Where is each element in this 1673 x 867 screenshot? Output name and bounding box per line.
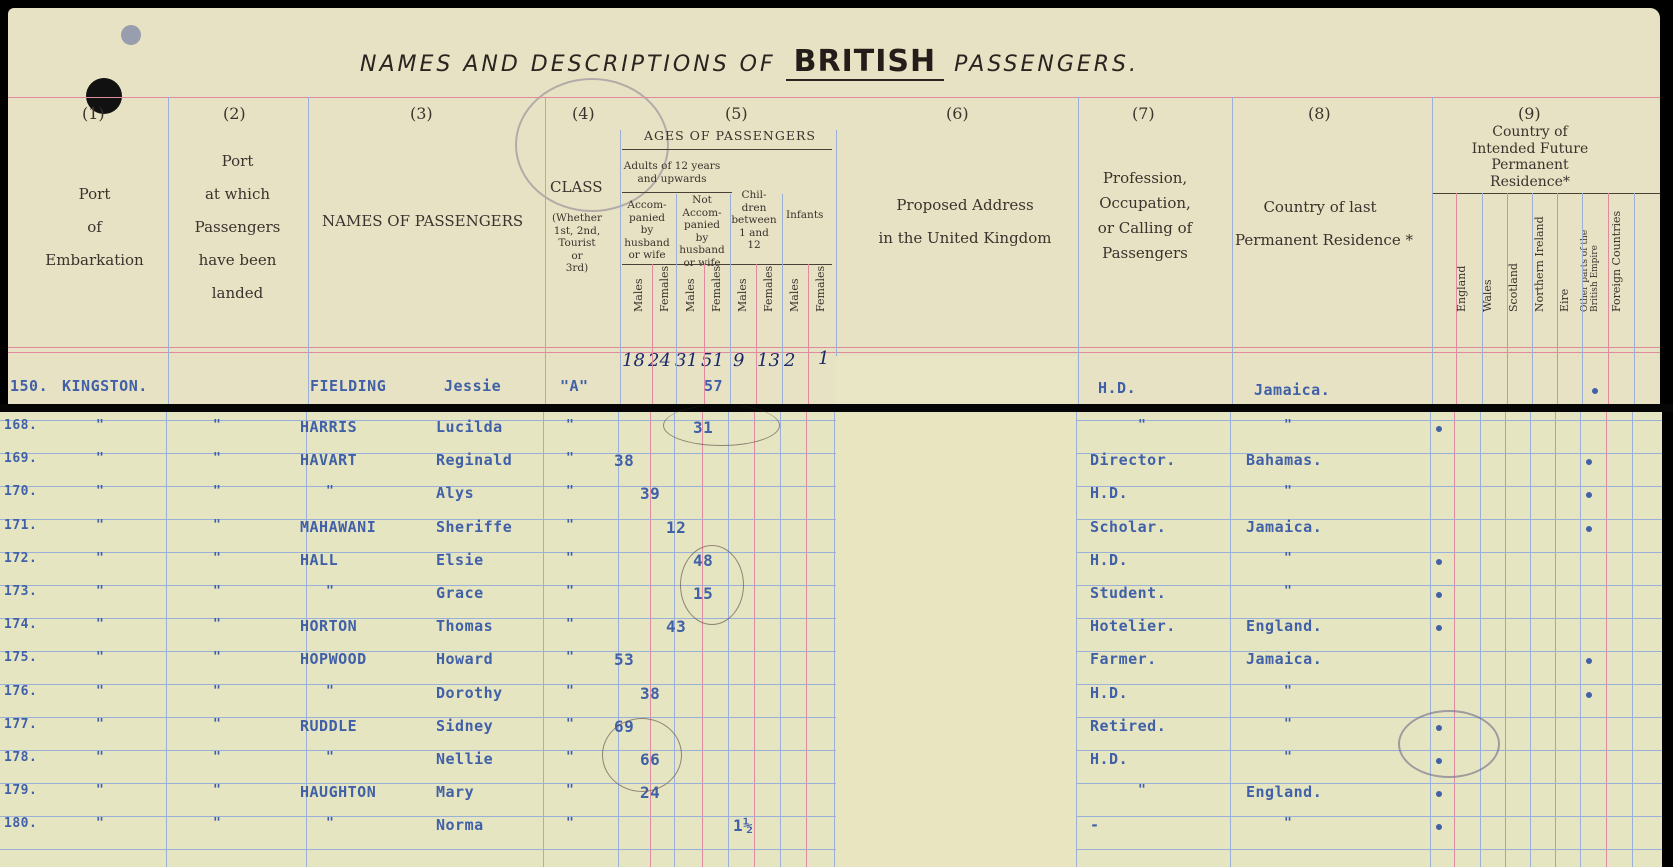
entry-number: 171. [4,517,38,533]
col4-label: CLASS [550,178,603,196]
passenger-given-name: Reginald [436,451,513,470]
column-rule [1634,193,1635,404]
ditto-port: " [96,418,104,433]
ditto-landed: " [213,783,221,799]
ditto-last-residence: " [1284,584,1292,599]
passenger-given-name: Elsie [436,550,484,569]
col5-rule [622,149,832,150]
col2-label: Port at which Passengers have been landed [194,152,281,302]
accompanied-label: Accom- panied by husband or wife [624,199,670,262]
passenger-age: 15 [693,584,714,603]
row-rule [0,849,1662,850]
ditto-class: " [566,451,574,467]
passenger-last-residence: Jamaica. [1246,650,1323,669]
entry-number: 169. [4,451,38,467]
column-rule [806,412,807,867]
column-rule [754,412,755,867]
passenger-given-name: Mary [436,783,475,802]
col1-label: Port of Embarkation [45,185,144,269]
ditto-landed: " [213,617,221,633]
column-rule [543,412,544,867]
ditto-landed: " [213,683,221,699]
future-residence-mark [1436,426,1442,432]
passenger-occupation: H.D. [1090,550,1129,569]
passenger-occupation: H.D. [1090,484,1129,503]
ditto-class: " [566,484,574,500]
future-foreign-label: Foreign Countries [1610,210,1623,312]
col6-label: Proposed Address in the United Kingdom [878,196,1052,247]
sex-label-females: Females [762,265,775,312]
ditto-landed: " [213,418,221,433]
column-rule [1608,193,1609,404]
passenger-age: 48 [693,550,714,570]
entry-number: 180. [4,816,38,832]
ditto-port: " [96,783,104,799]
column-rule [780,412,781,867]
passenger-age: 12 [666,517,687,537]
ditto-port: " [96,750,104,765]
future-scotland-label: Scotland [1507,263,1520,312]
tally-children-males: 9 [733,350,745,371]
future-residence-mark [1592,388,1598,394]
column-rule [1507,193,1508,404]
sex-label-females: Females [710,265,723,312]
column-rule [1606,412,1607,867]
ditto-port: " [96,451,104,467]
tally-infant-females: 1 [818,348,830,369]
ditto-last-residence: " [1284,484,1292,500]
infants-label: Infants [786,209,824,221]
entry-number: 173. [4,584,38,599]
column-rule [652,264,653,404]
ditto-landed: " [213,550,221,566]
sex-rule [622,264,832,265]
passenger-age: 43 [666,617,687,637]
pen-circle [602,718,682,792]
passenger-occupation: H.D. [1098,379,1137,397]
passenger-age: 57 [704,377,724,395]
pen-circle [680,545,744,625]
pin-mark [121,25,141,45]
passenger-given-name: Thomas [436,617,494,636]
ditto-port: " [96,716,104,732]
future-residence-mark [1586,526,1592,532]
column-rule [1076,412,1077,867]
column-rule [1505,412,1506,867]
column-rule [1432,97,1433,404]
ditto-landed: " [213,816,221,832]
column-rule [1456,193,1457,404]
column-rule [808,264,809,404]
passenger-age: 24 [640,783,661,803]
entry-number: 172. [4,550,38,566]
header-red-rule [8,97,1660,98]
column-rule [1530,412,1531,867]
ditto-class: " [566,650,574,666]
row-rule [0,585,1662,586]
sheet-gap [0,404,1673,412]
ditto-surname: " [326,584,334,599]
passenger-given-name: Nellie [436,750,494,768]
col4-number: (4) [572,104,595,123]
column-rule [166,412,167,867]
ditto-occupation: " [1138,783,1146,799]
port-of-embarkation: KINGSTON. [62,377,148,395]
col5-label: AGES OF PASSENGERS [644,128,816,143]
tally-children-females: 13 [757,350,780,371]
ditto-occupation: " [1138,418,1146,433]
passenger-last-residence: Bahamas. [1246,451,1323,470]
sex-label-males: Males [788,278,801,312]
passenger-surname: HAVART [300,451,358,470]
passenger-occupation: H.D. [1090,683,1129,702]
col3-number: (3) [410,104,433,123]
column-rule [702,412,703,867]
ditto-landed: " [213,484,221,500]
row-rule [0,453,1662,454]
ditto-landed: " [213,716,221,732]
column-rule [730,194,731,404]
passenger-given-name: Dorothy [436,683,503,702]
adults-label: Adults of 12 years and upwards [623,160,721,185]
column-rule [308,97,309,404]
passenger-surname: HORTON [300,617,358,636]
row-rule [0,783,1662,784]
passenger-occupation: Farmer. [1090,650,1157,669]
ditto-class: " [566,716,574,732]
passenger-surname: HAUGHTON [300,783,377,802]
ditto-port: " [96,617,104,633]
future-residence-mark [1436,592,1442,598]
row-rule [0,651,1662,652]
future-eire-label: Eire [1558,288,1571,312]
col6-number: (6) [946,104,969,123]
column-rule [1430,412,1431,867]
sex-label-males: Males [736,278,749,312]
column-rule [674,412,675,867]
column-rule [620,130,621,404]
col8-number: (8) [1308,104,1331,123]
column-rule [756,264,757,404]
column-rule [1555,412,1556,867]
passenger-last-residence: England. [1246,617,1323,636]
passenger-surname: HALL [300,550,339,569]
passenger-occupation: H.D. [1090,750,1129,768]
row-rule [0,552,1662,553]
ditto-landed: " [213,517,221,533]
ditto-port: " [96,484,104,500]
redacted-address [836,356,1076,404]
ditto-class: " [566,683,574,699]
passenger-occupation: Student. [1090,584,1167,602]
passenger-age: 66 [640,750,661,769]
passenger-last-residence: Jamaica. [1246,517,1323,536]
ditto-landed: " [213,584,221,599]
passenger-occupation: Retired. [1090,716,1167,735]
col4-sub: (Whether 1st, 2nd, Tourist or 3rd) [551,212,603,275]
passenger-surname: HARRIS [300,418,358,436]
tally-infant-males: 2 [784,350,796,371]
ditto-landed: " [213,451,221,467]
passenger-age: 39 [640,484,661,504]
passenger-age: 53 [614,650,635,670]
row-rule [0,486,1662,487]
entry-number: 175. [4,650,38,666]
passenger-given-name: Alys [436,484,475,503]
passenger-age: 69 [614,716,635,736]
passenger-class: "A" [560,377,589,395]
ditto-port: " [96,550,104,566]
passenger-given-name: Sidney [436,716,494,735]
entry-number: 170. [4,484,38,500]
ditto-landed: " [213,650,221,666]
entry-number: 174. [4,617,38,633]
passenger-occupation: Hotelier. [1090,617,1176,636]
form-title: NAMES AND DESCRIPTIONS OF BRITISH PASSENGERS. [360,44,1140,79]
adults-rule [622,192,732,193]
ditto-port: " [96,683,104,699]
not-accompanied-label: Not Accom- panied by husband or wife [679,194,725,269]
sex-label-females: Females [814,265,827,312]
row-rule [0,519,1662,520]
column-rule [1232,97,1233,404]
column-rule [545,97,546,404]
passenger-last-residence: England. [1246,783,1323,802]
col9-rule [1432,193,1660,194]
ditto-class: " [566,584,574,599]
tally-accompanied-males: 18 [622,350,645,371]
ditto-port: " [96,517,104,533]
entry-number: 179. [4,783,38,799]
ditto-class: " [566,750,574,765]
entry-number: 176. [4,683,38,699]
column-rule [834,412,835,867]
ditto-class: " [566,816,574,832]
passenger-given-name: Howard [436,650,494,669]
passenger-surname: FIELDING [310,377,387,395]
ditto-class: " [566,617,574,633]
column-rule [1078,97,1079,404]
passenger-age: 1½ [733,816,754,836]
column-rule [1632,412,1633,867]
col5-number: (5) [725,104,748,123]
row-rule [0,684,1662,685]
ditto-surname: " [326,750,334,765]
tally-not-accompanied-females: 51 [701,350,724,371]
col9-label: Country of Intended Future Permanent Residence* [1471,124,1589,190]
tally-not-accompanied-males: 31 [675,350,698,371]
record-office-stamp [1398,710,1500,778]
col8-label: Country of last Permanent Residence * [1235,198,1413,249]
column-rule [168,97,169,404]
passenger-surname: RUDDLE [300,716,358,735]
column-rule [728,412,729,867]
column-rule [676,194,677,404]
ditto-port: " [96,650,104,666]
future-england-label: England [1455,265,1468,312]
row-rule [0,618,1662,619]
ditto-class: " [566,418,574,433]
passenger-age: 38 [640,683,661,703]
row-rule [0,717,1662,718]
passenger-occupation: Director. [1090,451,1176,470]
column-rule [618,412,619,867]
passenger-given-name: Grace [436,584,484,602]
ditto-class: " [566,550,574,566]
passenger-occupation: Scholar. [1090,517,1167,536]
ditto-port: " [96,816,104,832]
passenger-last-residence: Jamaica. [1254,381,1331,399]
col1-number: (1) [82,104,105,123]
ditto-last-residence: " [1284,750,1292,765]
children-label: Chil- dren between 1 and 12 [731,189,777,252]
passenger-surname: MAHAWANI [300,517,377,536]
ditto-class: " [566,517,574,533]
column-rule [1580,412,1581,867]
manifest-body-sheet [0,412,1662,867]
ditto-landed: " [213,750,221,765]
sex-label-males: Males [684,278,697,312]
entry-number: 150. [10,377,49,395]
header-red-rule [8,347,1660,348]
entry-number: 168. [4,418,38,433]
column-rule [782,194,783,404]
header-red-rule [8,352,1660,353]
future-wales-label: Wales [1481,279,1494,312]
column-rule [1532,193,1533,404]
sex-label-females: Females [658,265,671,312]
sex-label-males: Males [632,278,645,312]
ditto-port: " [96,584,104,599]
passenger-occupation: - [1090,816,1100,835]
future-northern-ireland-label: Northern Ireland [1533,216,1546,312]
ditto-last-residence: " [1284,418,1292,433]
col3-label: NAMES OF PASSENGERS [322,212,524,230]
ditto-last-residence: " [1284,716,1292,732]
tally-accompanied-females: 24 [648,350,671,371]
col7-number: (7) [1132,104,1155,123]
passenger-given-name: Sheriffe [436,517,513,536]
column-rule [1582,193,1583,404]
column-rule [1480,412,1481,867]
entry-number: 178. [4,750,38,765]
column-rule [1454,412,1455,867]
ditto-class: " [566,783,574,799]
passenger-given-name: Lucilda [436,418,503,436]
row-rule [0,816,1662,817]
col2-number: (2) [223,104,246,123]
passenger-surname: HOPWOOD [300,650,367,669]
ditto-surname: " [326,816,334,832]
ditto-surname: " [326,484,334,500]
passenger-given-name: Norma [436,816,484,835]
column-rule [1557,193,1558,404]
column-rule [704,264,705,404]
future-residence-mark [1436,559,1442,565]
ditto-last-residence: " [1284,816,1292,832]
passenger-given-name: Jessie [444,377,502,395]
entry-number: 177. [4,716,38,732]
future-residence-mark [1586,692,1592,698]
column-rule [1482,193,1483,404]
redacted-address [836,414,1076,867]
passenger-age: 38 [614,451,635,471]
passenger-age: 31 [693,418,714,437]
row-rule [0,420,1662,421]
col7-label: Profession, Occupation, or Calling of Passengers [1097,169,1193,262]
pen-circle [663,405,780,446]
ditto-last-residence: " [1284,550,1292,566]
ditto-surname: " [326,683,334,699]
ditto-last-residence: " [1284,683,1292,699]
col9-number: (9) [1518,104,1541,123]
future-other-empire-label: Other parts of the British Empire [1580,229,1600,312]
column-rule [1230,412,1231,867]
